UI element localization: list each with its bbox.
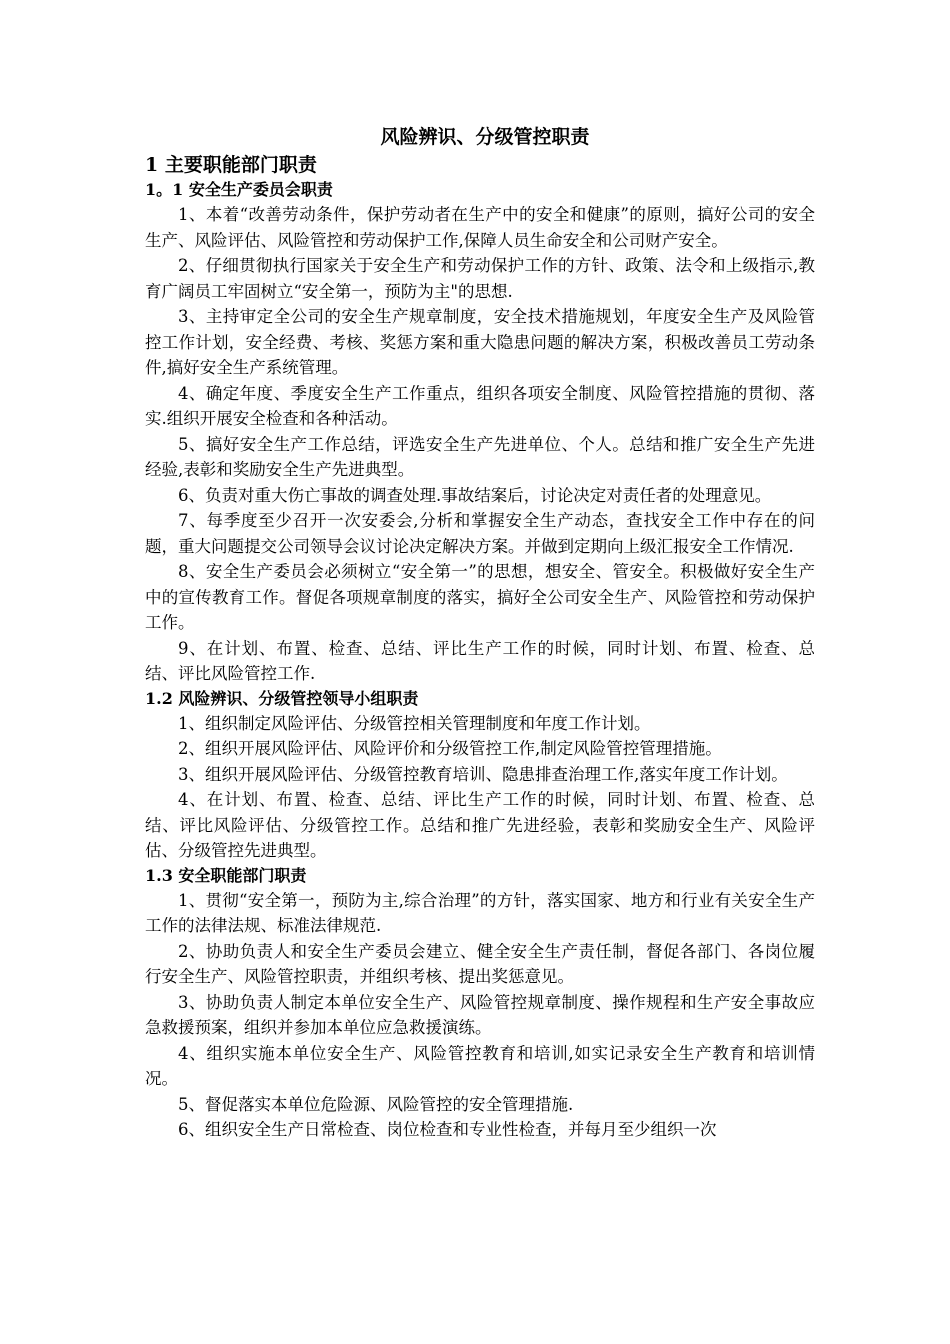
paragraph: 2、组织开展风险评估、风险评价和分级管控工作,制定风险管控管理措施。 xyxy=(178,739,722,758)
paragraph: 5、督促落实本单位危险源、风险管控的安全管理措施. xyxy=(178,1094,574,1114)
paragraph: 2、协助负责人和安全生产委员会建立、健全安全生产责任制，督促各部门、各岗位履行安全生产、风险管控职责，并组织考核、提出奖惩意见。 xyxy=(145,941,815,986)
paragraph: 2、仔细贯彻执行国家关于安全生产和劳动保护工作的方针、政策、法令和上级指示,教育广阔员工牢固树立“安全第一，预防为主"的思想. xyxy=(145,256,815,301)
subsections-container xyxy=(145,178,815,1143)
paragraph: 6、组织安全生产日常检查、岗位检查和专业性检查，并每月至少组织一次 xyxy=(178,1120,717,1139)
paragraph: 1、贯彻“安全第一，预防为主,综合治理”的方针，落实国家、地方和行业有关安全生产工作的法律法规、标准法律规范. xyxy=(145,890,815,935)
paragraph: 3、组织开展风险评估、分级管控教育培训、隐患排查治理工作,落实年度工作计划。 xyxy=(178,764,788,784)
paragraph: 1、组织制定风险评估、分级管控相关管理制度和年度工作计划。 xyxy=(178,713,651,733)
paragraph: 9、在计划、布置、检查、总结、评比生产工作的时候，同时计划、布置、检查、总结、评比风险管控工作. xyxy=(145,638,815,683)
paragraph: 6、负责对重大伤亡事故的调查处理.事故结案后，讨论决定对责任者的处理意见。 xyxy=(178,485,772,505)
document-page xyxy=(145,122,815,1143)
paragraph: 7、每季度至少召开一次安委会,分析和掌握安全生产动态，查找安全工作中存在的问题，重大问题提交公司领导会议讨论决定解决方案。并做到定期向上级汇报安全工作情况. xyxy=(145,511,815,556)
paragraph: 5、搞好安全生产工作总结，评选安全生产先进单位、个人。总结和推广安全生产先进经验,表彰和奖励安全生产先进典型。 xyxy=(145,434,815,479)
document-title: 风险辨识、分级管控职责 xyxy=(380,126,590,148)
paragraph: 1、本着“改善劳动条件，保护劳动者在生产中的安全和健康”的原则，搞好公司的安全生产、风险评估、风险管控和劳动保护工作,保障人员生命安全和公司财产安全。 xyxy=(145,205,815,250)
paragraph: 3、主持审定全公司的安全生产规章制度，安全技术措施规划，年度安全生产及风险管控工作计划，安全经费、考核、奖惩方案和重大隐患问题的解决方案，积极改善员工劳动条件,搞好安全生产系统管理。 xyxy=(145,307,815,377)
paragraph: 8、安全生产委员会必须树立“安全第一”的思想，想安全、管安全。积极做好安全生产中的宣传教育工作。督促各项规章制度的落实，搞好全公司安全生产、风险管控和劳动保护工作。 xyxy=(145,562,815,632)
subsection-heading: 1.2 风险辨识、分级管控领导小组职责 xyxy=(145,688,419,708)
section-heading: 1 主要职能部门职责 xyxy=(145,154,317,176)
subsection-heading: 1.3 安全职能部门职责 xyxy=(145,865,307,885)
paragraph: 4、确定年度、季度安全生产工作重点，组织各项安全制度、风险管控措施的贯彻、落实.组织开展安全检查和各种活动。 xyxy=(145,383,815,428)
paragraph: 3、协助负责人制定本单位安全生产、风险管控规章制度、操作规程和生产安全事故应急救援预案，组织并参加本单位应急救援演练。 xyxy=(145,992,815,1037)
paragraph: 4、组织实施本单位安全生产、风险管控教育和培训,如实记录安全生产教育和培训情况。 xyxy=(145,1043,815,1088)
paragraph: 4、在计划、布置、检查、总结、评比生产工作的时候，同时计划、布置、检查、总结、评比风险评估、分级管控工作。总结和推广先进经验，表彰和奖励安全生产、风险评估、分级管控先进典型。 xyxy=(145,790,815,860)
subsection-heading: 1。1 安全生产委员会职责 xyxy=(145,180,333,199)
